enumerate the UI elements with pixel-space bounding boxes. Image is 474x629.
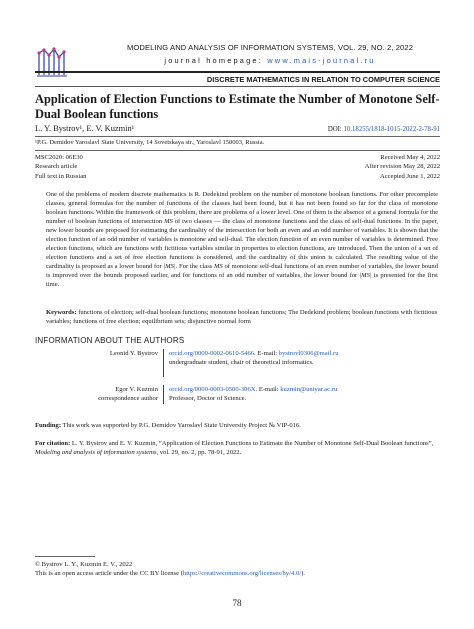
abstract-text: of two classes — the class of monotone functions and the class of self-dual functions. In the paper, new lower bounds are proposed for estimating the cardinality of the intersection for both an even and an odd number of variables. It is shown that the election function of an odd number of variables is monotone and self-dual. The election function of an even number of variables is determined. Free election functions, which are functions with fictitious variables similar in properties to election functions, are introduced. Then the union of a set of election functions and a set of free election functions is considered, and the cardinality of this union is calculated. The resulting value of the cardinality is proposed as a lower bound for	[46, 218, 438, 271]
keywords-label: Keywords:	[46, 309, 77, 316]
section-label: DISCRETE MATHEMATICS IN RELATION TO COMPUTER SCIENCE	[206, 75, 440, 84]
meta-right	[365, 153, 440, 181]
abstract-math: |MS|	[163, 263, 176, 271]
license-text: This is an open access article under the CC BY license (	[35, 570, 183, 578]
abstract-text: is presented for the first time.	[46, 272, 438, 289]
article-doi	[328, 126, 440, 133]
email-link[interactable]: bystrovl0306@mail.ru	[278, 350, 339, 357]
section-rule	[35, 86, 440, 87]
authors-info-heading: INFORMATION ABOUT THE AUTHORS	[35, 336, 185, 345]
header-rule	[35, 71, 440, 73]
citation-label: For citation:	[35, 440, 71, 447]
author-divider	[163, 349, 164, 377]
meta-left	[35, 153, 86, 181]
license-text: ).	[301, 570, 305, 578]
footer-rule	[35, 556, 95, 557]
abstract-math: MS	[164, 218, 173, 226]
author-entry	[0, 349, 474, 389]
article-type: Research article	[35, 163, 78, 171]
article-title: Application of Election Functions to Estimate the Number of Monotone Self-Dual Boolean functions	[35, 92, 440, 121]
article-language: Full text in Russian	[35, 172, 87, 180]
email-label: . E-mail:	[254, 350, 279, 357]
email-label: . E-mail:	[255, 386, 281, 393]
copyright: © Bystrov L. Y., Kuzmin E. V., 2022	[35, 561, 133, 568]
homepage-prefix: journal homepage:	[164, 56, 263, 65]
accepted-date: Accepted June 1, 2022	[379, 172, 440, 180]
author-role: correspondence author	[98, 395, 158, 403]
journal-logo-icon	[35, 45, 69, 79]
author-divider	[163, 385, 164, 404]
revised-date: After revision May 28, 2022	[364, 163, 440, 171]
funding-text: This work was supported by P.G. Demidov Yaroslavl State University Project № VIP-016.	[61, 422, 301, 429]
doi-label: DOI:	[327, 126, 342, 133]
author-entry	[0, 385, 474, 409]
citation-journal: Modeling and analysis of information systems	[35, 449, 157, 457]
citation-text: , vol. 29, no. 2, pp. 78-91, 2022.	[156, 449, 242, 457]
doi-link[interactable]: 10.18255/1818-1015-2022-2-78-91	[343, 126, 440, 133]
affiliation-rule	[35, 136, 440, 137]
affiliation: ¹P.G. Demidov Yaroslavl State University, 14 Sovetskaya str., Yaroslavl 150003, Russia.	[35, 139, 265, 146]
funding	[35, 422, 440, 429]
author-details	[169, 385, 439, 403]
journal-homepage	[100, 56, 440, 65]
copyright-block	[35, 560, 305, 578]
abstract	[46, 190, 438, 290]
journal-name: MODELING AND ANALYSIS OF INFORMATION SYSTEMS, VOL. 29, NO. 2, 2022	[126, 43, 414, 52]
author-name-text: Egor V. Kuzmin	[115, 386, 158, 393]
license	[35, 569, 305, 578]
orcid-link[interactable]: orcid.org/0000-0003-0500-306X	[169, 386, 256, 393]
keywords-text: functions of election; self-dual boolean functions; monotone boolean functions; The Dedekind problem; boolean functions with fictitious variables; functions of free election; equilibrium sets; disjunctive normal form	[46, 309, 438, 326]
abstract-text: One of the problems of modern discrete mathematics is R. Dedekind problem on the number of monotone boolean functions. For other precomplete classes, general formulas for the number of functions of the classes had been found, but it has not been found so far for the class of monotone boolean functions. Within the framework of this problem, there are problems of a lower level. One of them is the absence of a general formula for the number of boolean functions of intersection	[46, 191, 438, 226]
orcid-link[interactable]: orcid.org/0000-0002-0610-5466	[169, 350, 255, 357]
abstract-math: MS	[214, 263, 223, 271]
homepage-link[interactable]: www.mais-journal.ru	[267, 56, 376, 65]
received-date: Received May 4, 2022	[380, 154, 440, 161]
author-details	[169, 349, 439, 367]
abstract-text: of monotone self-dual functions of an even number of variables, the lower bound is improved over the bounds proposed earlier, and for functions of an odd number of variables, the lower bound for	[46, 263, 438, 280]
license-link[interactable]: https://creativecommons.org/licenses/by/4.0/	[182, 570, 302, 578]
author-position: Professor, Doctor of Science.	[169, 395, 247, 403]
meta-rule	[35, 150, 440, 151]
author-name	[63, 385, 158, 403]
msc-code: MSC2020: 06E30	[35, 154, 83, 161]
author-name: Leonid Y. Bystrov	[109, 350, 158, 357]
citation	[35, 439, 440, 457]
email-link[interactable]: kuzmin@uniyar.ac.ru	[280, 386, 338, 393]
abstract-text: . For the class	[175, 263, 215, 271]
page-number: 78	[232, 598, 242, 608]
keywords	[46, 308, 438, 326]
funding-label: Funding:	[35, 422, 62, 429]
abstract-math: |MS|	[359, 272, 372, 280]
author-position: undergraduate student, chair of theoretical informatics.	[169, 359, 314, 367]
citation-text: L. Y. Bystrov and E. V. Kuzmin, “Application of Election Functions to Estimate the Number of Monotone Self-Dual Boolean functions”,	[70, 440, 434, 447]
article-authors: L. Y. Bystrov¹, E. V. Kuzmin¹	[35, 124, 135, 133]
